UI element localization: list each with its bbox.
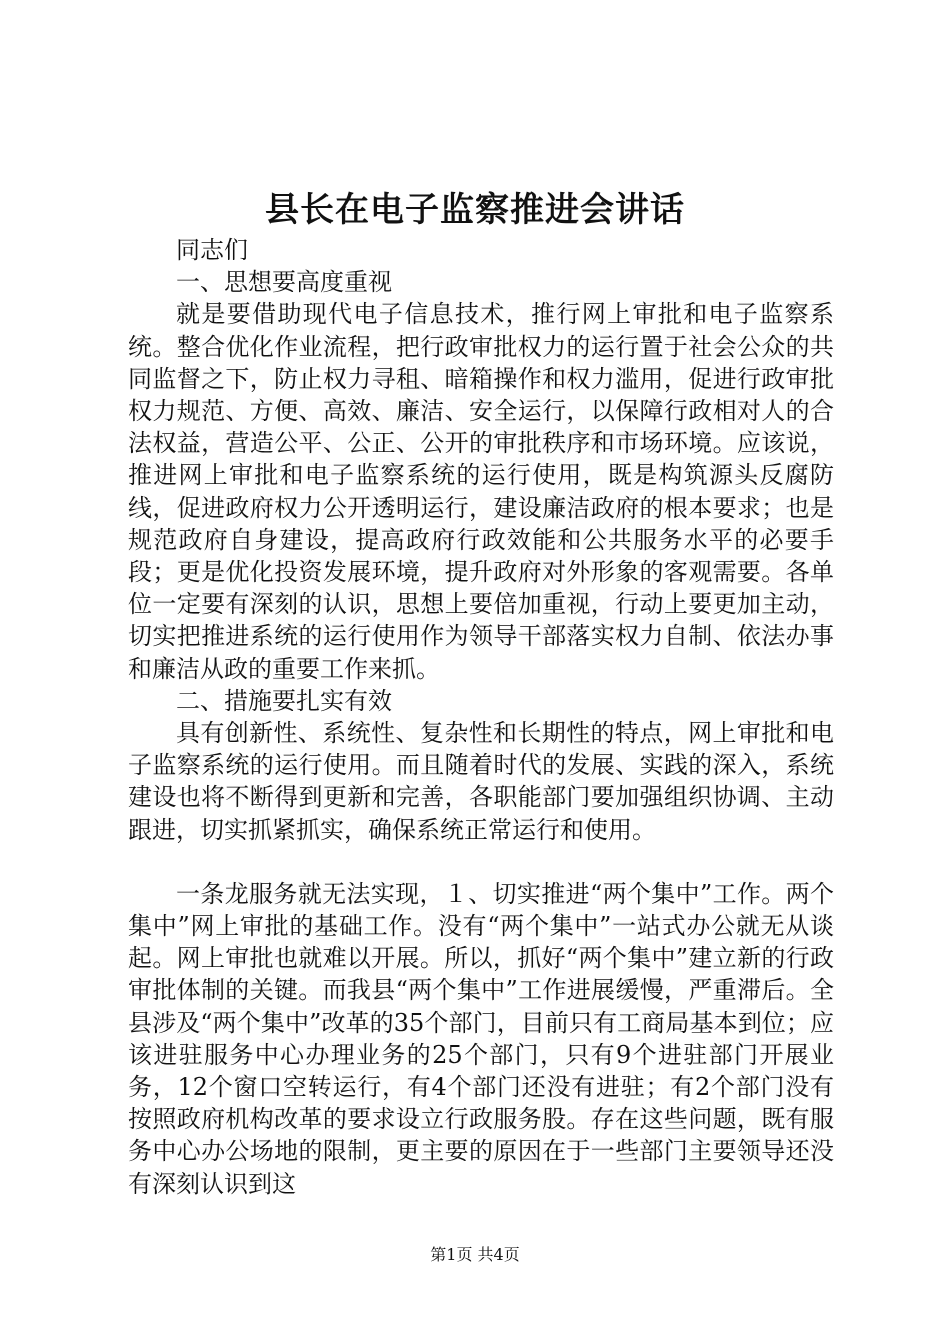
section-heading-1: 一、思想要高度重视 <box>176 268 392 297</box>
paragraph-spacer <box>128 846 834 878</box>
greeting: 同志们 <box>176 236 248 264</box>
section-heading-2: 二、措施要扎实有效 <box>176 686 392 715</box>
body-paragraph-2: 具有创新性、系统性、复杂性和长期性的特点，网上审批和电子监察系统的运行使用。而且随着时代的发展、实践的深入，系统建设也将不断得到更新和完善，各职能部门要加强组织协调、主动跟进，切实抓紧抓实，确保系统正常运行和使用。 <box>128 719 834 844</box>
body-paragraph-1: 就是要借助现代电子信息技术，推行网上审批和电子监察系统。整合优化作业流程，把行政审批权力的运行置于社会公众的共同监督之下，防止权力寻租、暗箱操作和权力滥用，促进行政审批权力规范、方便、高效、廉洁、安全运行，以保障行政相对人的合法权益，营造公平、公正、公开的审批秩序和市场环境。应该说，推进网上审批和电子监察系统的运行使用，既是构筑源头反腐防线，促进政府权力公开透明运行，建设廉洁政府的根本要求；也是规范政府自身建设，提高政府行政效能和公共服务水平的必要手段；更是优化投资发展环境，提升政府对外形象的客观需要。各单位一定要有深刻的认识，思想上要倍加重视，行动上要更加主动，切实把推进系统的运行使用作为领导干部落实权力自制、依法办事和廉洁从政的重要工作来抓。 <box>128 300 834 683</box>
document-body <box>128 234 834 1200</box>
body-paragraph-3: 一条龙服务就无法实现，１、切实推进“两个集中”工作。两个集中”网上审批的基础工作。没有“两个集中”一站式办公就无从谈起。网上审批也就难以开展。所以，抓好“两个集中”建立新的行政审批体制的关键。而我县“两个集中”工作进展缓慢，严重滞后。全县涉及“两个集中”改革的35个部门，目前只有工商局基本到位；应该进驻服务中心办理业务的25个部门，只有9个进驻部门开展业务，12个窗口空转运行，有4个部门还没有进驻；有2个部门没有按照政府机构改革的要求设立行政服务股。存在这些问题，既有服务中心办公场地的限制，更主要的原因在于一些部门主要领导还没有深刻认识到这 <box>128 879 834 1198</box>
page-number: 第1页 共4页 <box>430 1245 520 1264</box>
document-title: 县长在电子监察推进会讲话 <box>265 190 685 230</box>
